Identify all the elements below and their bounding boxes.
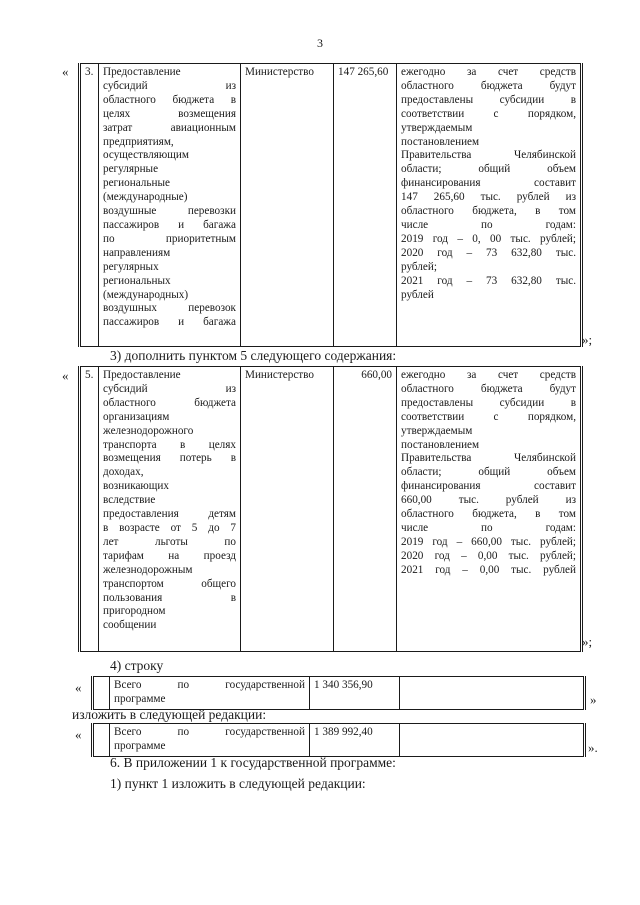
quote-close-total-new: ». <box>588 740 598 755</box>
total-old-empty-cell <box>400 677 585 710</box>
text-line: транспорта в целях <box>103 438 236 451</box>
text-line: воздушные перевозки <box>103 205 236 218</box>
row3-name-lines <box>103 66 236 330</box>
text-line: Правительства Челябинской <box>401 149 576 162</box>
table-total-new <box>91 723 586 757</box>
text-line: соответствии с порядком, <box>401 107 576 120</box>
text-line: области; общий объем <box>401 163 576 176</box>
text-line: программе <box>114 739 166 752</box>
text-line: предоставлены субсидии в <box>401 93 576 106</box>
text-line: железнодорожным <box>103 563 193 576</box>
text-line: утверждаемым <box>401 424 473 437</box>
text-line: региональных <box>103 274 171 287</box>
row5-amount: 660,00 <box>334 367 397 652</box>
text-line: железнодорожного <box>103 424 194 437</box>
text-line: направлениям <box>103 246 171 259</box>
text-line: 660,00 тыс. рублей из <box>401 494 576 507</box>
quote-open-row5: « <box>62 368 69 383</box>
text-line: вследствие <box>103 494 156 507</box>
text-line: областного бюджета будут <box>401 79 576 92</box>
text-line: доходах, <box>103 466 144 479</box>
text-line: (международные) <box>103 191 188 204</box>
text-line: областного бюджета, в том <box>401 508 576 521</box>
para-point-1: 1) пункт 1 изложить в следующей редакции: <box>110 776 366 791</box>
row3-name <box>99 64 241 347</box>
text-line: (международных) <box>103 288 189 301</box>
para-add-point-5: 3) дополнить пунктом 5 следующего содержания: <box>110 348 397 363</box>
para-new-edition: изложить в следующей редакции: <box>72 707 267 722</box>
text-line: региональные <box>103 177 170 190</box>
text-line: областного бюджета, в том <box>401 205 576 218</box>
quote-open-row3: « <box>62 64 69 79</box>
total-new-empty-cell <box>400 724 585 757</box>
text-line: соответствии с порядком, <box>401 410 576 423</box>
text-line: в возрасте от 5 до 7 <box>103 521 236 534</box>
total-new-label <box>110 724 310 757</box>
text-line: 2021 год – 73 632,80 тыс. <box>401 274 576 287</box>
row5-name <box>99 367 241 652</box>
text-line: числе по годам: <box>401 218 576 231</box>
text-line: субсидий из <box>103 382 236 395</box>
text-line: 2021 год – 0,00 тыс. рублей <box>401 563 576 576</box>
text-line: предоставления детям <box>103 508 236 521</box>
row3-description-lines <box>401 66 576 302</box>
text-line: 147 265,60 тыс. рублей из <box>401 191 576 204</box>
table-row-3 <box>78 63 583 347</box>
text-line: тарифам на проезд <box>103 549 236 562</box>
text-line: рублей; <box>401 260 437 273</box>
text-line: 2020 год – 73 632,80 тыс. <box>401 246 576 259</box>
total-old-label <box>110 677 310 710</box>
text-line: области; общий объем <box>401 466 576 479</box>
table-row-5 <box>78 366 583 652</box>
text-line: регулярные <box>103 163 159 176</box>
text-line: транспортом общего <box>103 577 236 590</box>
text-line: пассажиров и багажа <box>103 218 236 231</box>
text-line: областного бюджета <box>103 396 236 409</box>
text-line: числе по годам: <box>401 521 576 534</box>
text-line: постановлением <box>401 438 480 451</box>
text-line: по приоритетным <box>103 232 236 245</box>
total-old-amount: 1 340 356,90 <box>310 677 400 710</box>
text-line: областного бюджета в <box>103 93 236 106</box>
total-new-label-lines <box>114 726 305 754</box>
text-line: целях возмещения <box>103 107 236 120</box>
total-new-num-cell <box>93 724 110 757</box>
quote-open-total-new: « <box>75 727 82 742</box>
text-line: предприятиям, <box>103 135 174 148</box>
text-line: постановлением <box>401 135 480 148</box>
row5-number: 5. <box>80 367 99 652</box>
text-line: осуществляющим <box>103 149 189 162</box>
text-line: Предоставление <box>103 66 181 78</box>
text-line: сообщении <box>103 619 157 632</box>
text-line: 2019 год – 660,00 тыс. рублей; <box>401 535 576 548</box>
row3-number: 3. <box>80 64 99 347</box>
text-line: затрат авиационным <box>103 121 236 134</box>
text-line: финансирования составит <box>401 177 576 190</box>
text-line: финансирования составит <box>401 480 576 493</box>
text-line: лет льготы по <box>103 535 236 548</box>
text-line: воздушных перевозок <box>103 302 236 315</box>
row5-description-lines <box>401 369 576 578</box>
quote-close-row5: »; <box>582 634 593 649</box>
total-old-label-lines <box>114 679 305 707</box>
text-line: пассажиров и багажа <box>103 316 236 329</box>
quote-close-total-old: » <box>590 692 597 707</box>
text-line: утверждаемым <box>401 121 473 134</box>
quote-close-row3: »; <box>582 332 593 347</box>
text-line: Всего по государственной <box>114 726 305 738</box>
para-row-4: 4) строку <box>110 658 164 673</box>
table-total-old <box>91 676 586 710</box>
text-line: регулярных <box>103 260 159 273</box>
text-line: Правительства Челябинской <box>401 452 576 465</box>
text-line: субсидий из <box>103 79 236 92</box>
para-appendix-1: 6. В приложении 1 к государственной программе: <box>110 755 396 770</box>
text-line: областного бюджета будут <box>401 382 576 395</box>
quote-open-total-old: « <box>75 680 82 695</box>
text-line: пользования в <box>103 591 236 604</box>
text-line: возмещения потерь в <box>103 452 236 465</box>
text-line: организациям <box>103 410 170 423</box>
text-line: предоставлены субсидии в <box>401 396 576 409</box>
text-line: ежегодно за счет средств <box>401 66 576 78</box>
text-line: возникающих <box>103 480 169 493</box>
text-line: 2020 год – 0,00 тыс. рублей; <box>401 549 576 562</box>
text-line: 2019 год – 0, 00 тыс. рублей; <box>401 232 576 245</box>
total-new-amount: 1 389 992,40 <box>310 724 400 757</box>
row5-name-lines <box>103 369 236 633</box>
text-line: ежегодно за счет средств <box>401 369 576 381</box>
row5-executor: Министерство <box>241 367 334 652</box>
total-old-num-cell <box>93 677 110 710</box>
row3-amount: 147 265,60 <box>334 64 397 347</box>
text-line: пригородном <box>103 605 166 618</box>
row5-description <box>397 367 582 652</box>
text-line: программе <box>114 692 166 705</box>
row3-executor: Министерство <box>241 64 334 347</box>
text-line: рублей <box>401 288 434 301</box>
row3-description <box>397 64 582 347</box>
page-number: 3 <box>317 36 323 50</box>
text-line: Всего по государственной <box>114 679 305 691</box>
text-line: Предоставление <box>103 369 181 381</box>
